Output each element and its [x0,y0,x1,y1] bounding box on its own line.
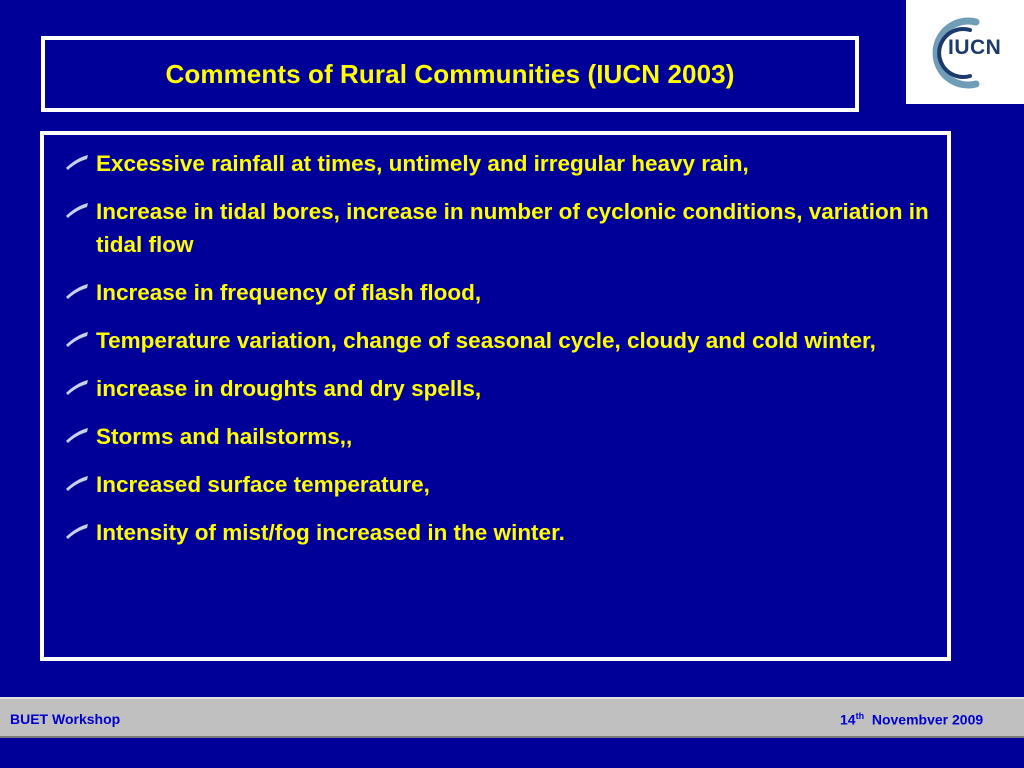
list-item [58,516,938,549]
slide-title: Comments of Rural Communities (IUCN 2003) [165,58,735,89]
bullet-text: increase in droughts and dry spells, [96,376,482,401]
bullet-icon [58,521,96,541]
bullet-text: Temperature variation, change of seasonal cycle, cloudy and cold winter, [96,328,876,353]
bullet-icon [58,281,96,301]
bullet-list [58,147,938,564]
title-box [41,36,859,112]
content-box [40,131,951,661]
footer-workshop-label: BUET Workshop [10,711,121,727]
bullet-icon [58,152,96,172]
footer-date-suffix: th [855,711,865,721]
list-item [58,324,938,357]
bullet-text: Intensity of mist/fog increased in the winter. [96,520,565,545]
bullet-text: Increase in tidal bores, increase in number of cyclonic conditions, variation in tidal flow [96,199,929,257]
iucn-logo [906,0,1024,104]
bullet-text: Excessive rainfall at times, untimely and irregular heavy rain, [96,151,749,176]
bullet-text: Storms and hailstorms,, [96,424,353,449]
list-item [58,276,938,309]
footer-bar [0,697,1024,738]
logo-text: IUCN [948,36,1002,59]
footer-date-day: 14 [840,711,856,728]
bullet-icon [58,329,96,349]
list-item [58,468,938,501]
bullet-text: Increased surface temperature, [96,472,430,497]
list-item [58,147,938,180]
footer-date [840,711,983,728]
list-item [58,420,938,453]
bullet-icon [58,200,96,220]
bullet-icon [58,473,96,493]
list-item [58,372,938,405]
list-item [58,195,938,261]
bullet-icon [58,425,96,445]
footer-date-rest: Novembver 2009 [871,711,984,728]
bullet-icon [58,377,96,397]
bullet-text: Increase in frequency of flash flood, [96,280,482,305]
